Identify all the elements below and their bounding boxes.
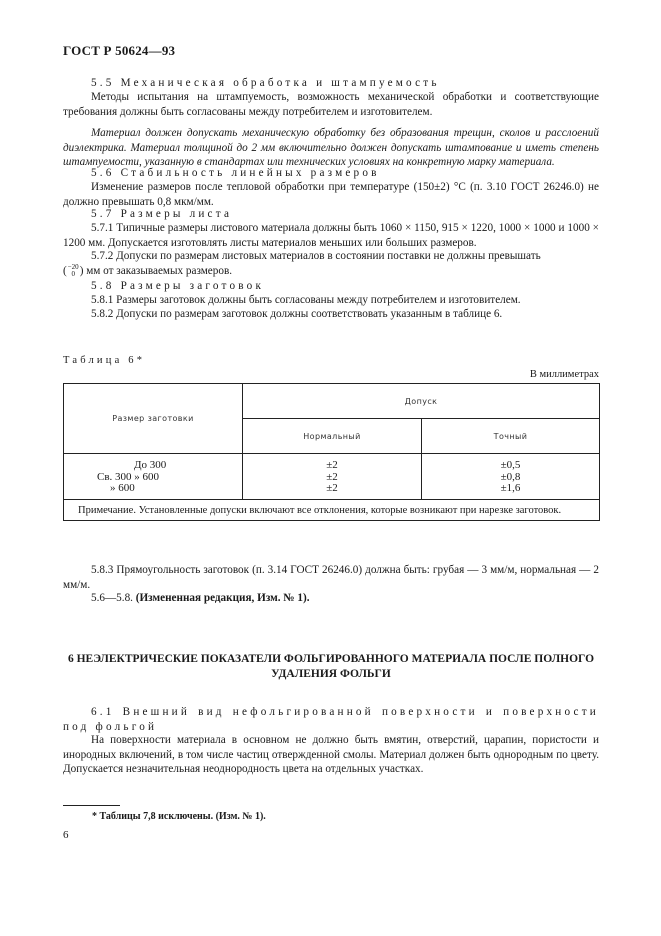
size-row-1: До 300 xyxy=(134,459,167,471)
document-header: ГОСТ Р 50624—93 xyxy=(63,43,176,58)
fraction-bottom: 0 xyxy=(71,269,75,278)
footnote: * Таблицы 7,8 исключены. (Изм. № 1). xyxy=(92,811,266,822)
section-5-7-2-text: 5.7.2 Допуски по размерам листовых материалов в состоянии поставки не должны превышать xyxy=(91,250,541,262)
table-note: Примечание. Установленные допуски включают все отклонения, которые возникают при нарезке заготовок. xyxy=(64,500,600,521)
table-cell-normal xyxy=(243,454,422,500)
table-header-tolerance: Допуск xyxy=(243,384,600,419)
amendment-text: (Измененная редакция, Изм. № 1). xyxy=(135,592,310,604)
precise-row-3: ±1,6 xyxy=(500,482,521,494)
table-header-size: Размер заготовки xyxy=(64,384,243,454)
section-5-6-title: 5.6 Стабильность линейных размеров xyxy=(91,167,380,179)
section-6-1-title: 6.1 Внешний вид нефольгированной поверхности и поверхности под фольгой xyxy=(63,706,599,733)
section-5-8-title: 5.8 Размеры заготовок xyxy=(91,280,265,292)
table-6 xyxy=(63,383,600,521)
amendment-note xyxy=(63,591,599,606)
normal-row-2: ±2 xyxy=(326,470,338,483)
table-header-normal: Нормальный xyxy=(243,419,422,454)
section-5-8-2-para: 5.8.2 Допуски по размерам заготовок должны соответствовать указанным в таблице 6. xyxy=(91,308,503,320)
table-6-caption: Таблица 6* xyxy=(63,355,146,366)
section-5-5-para-2: Материал должен допускать механическую обработку без образования трещин, сколов и расслоений диэлектрика. Материал толщиной до 2 мм включительно должен допускать штампование и иметь степень штампуемости, указанную в стандартах или технических условиях на конкретную марку материала. xyxy=(63,127,599,168)
section-5-8-1-para: 5.8.1 Размеры заготовок должны быть согласованы между потребителем и изготовителем. xyxy=(91,294,521,306)
section-5-7-2-para: 5.7.2 Допуски по размерам листовых материалов в состоянии поставки не должны превышать ( −20 0 ) мм от заказываемых размеров. xyxy=(63,250,541,278)
table-cell-sizes xyxy=(64,454,243,500)
tolerance-fraction xyxy=(68,264,79,278)
section-5-6-para-1: Изменение размеров после тепловой обработки при температуре (150±2) °С (п. 3.10 ГОСТ 26246.0) не должно превышать 0,8 мкм/мм. xyxy=(63,181,599,208)
precise-row-2: ±0,8 xyxy=(500,470,521,483)
fraction-top: −20 xyxy=(67,262,79,271)
size-row-2: Св. 300 » 600 xyxy=(97,470,160,483)
section-5-7-1-para: 5.7.1 Типичные размеры листового материала должны быть 1060 × 1150, 915 × 1220, 1000 × 1000 и 1000 × 1200 мм. Допускается изготовлять листы материалов меньших или больших размеров. xyxy=(63,222,599,249)
section-6-1-para: На поверхности материала в основном не должно быть вмятин, отверстий, царапин, пористости и инородных включений, в том числе частиц отвержденной смолы. Материал должен быть однородным по цвету. Допускается незначительная неоднородность цвета на отдельных участках. xyxy=(63,734,599,775)
precise-row-1: ±0,5 xyxy=(500,459,521,471)
section-5-5-para-1: Методы испытания на штампуемость, возможность механической обработки и соответствующие требования должны быть согласованы между потребителем и изготовителем. xyxy=(63,91,599,118)
normal-row-1: ±2 xyxy=(326,459,338,471)
section-5-5-title: 5.5 Механическая обработка и штампуемость xyxy=(91,77,440,89)
footnote-divider xyxy=(63,805,120,806)
size-row-3: » 600 xyxy=(110,482,135,494)
amendment-ref: 5.6—5.8. xyxy=(91,592,133,604)
chapter-6-title: 6 НЕЭЛЕКТРИЧЕСКИЕ ПОКАЗАТЕЛИ ФОЛЬГИРОВАННОГО МАТЕРИАЛА ПОСЛЕ ПОЛНОГО УДАЛЕНИЯ ФОЛЬГИ xyxy=(67,653,595,680)
normal-row-3: ±2 xyxy=(326,482,338,494)
page-number: 6 xyxy=(63,829,69,841)
section-5-7-title: 5.7 Размеры листа xyxy=(91,208,233,220)
section-5-7-2-tail: мм от заказываемых размеров. xyxy=(86,264,233,277)
section-5-8-3-para: 5.8.3 Прямоугольность заготовок (п. 3.14 ГОСТ 26246.0) должна быть: грубая — 3 мм/м, нормальная — 2 мм/м. xyxy=(63,564,599,591)
table-header-precise: Точный xyxy=(422,419,600,454)
table-cell-precise xyxy=(422,454,600,500)
table-6-units: В миллиметрах xyxy=(529,369,599,380)
